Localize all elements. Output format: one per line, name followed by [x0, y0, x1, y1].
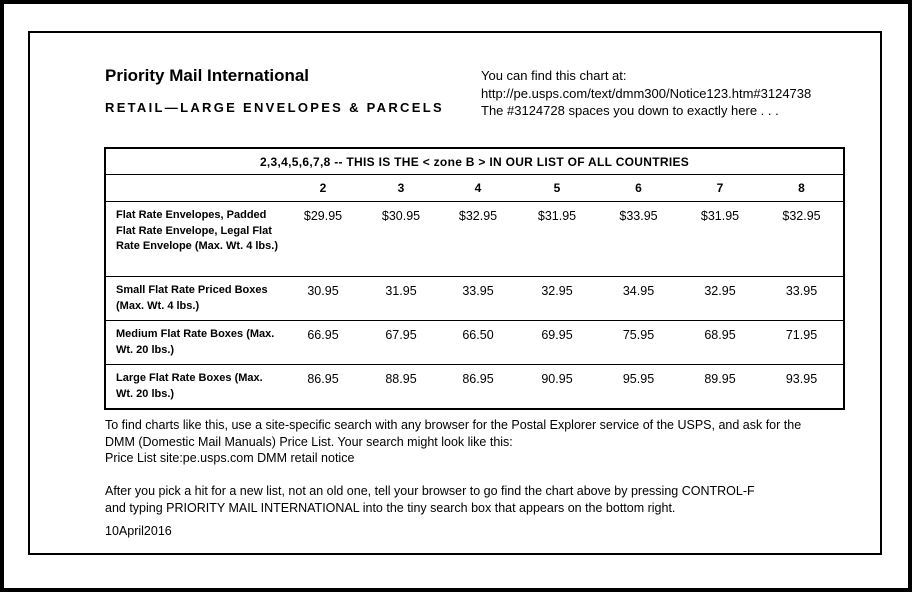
price-cell: 67.95: [363, 321, 439, 365]
zone-header: 7: [680, 175, 760, 202]
price-cell: $31.95: [517, 202, 597, 277]
header-blank-cell: [105, 175, 283, 202]
spacer: [105, 467, 801, 484]
search-example: Price List site:pe.usps.com DMM retail notice: [105, 451, 355, 465]
price-cell: $32.95: [760, 202, 844, 277]
instruction-line: DMM (Domestic Mail Manuals) Price List. Your search might look like this:: [105, 434, 513, 449]
price-cell: $29.95: [283, 202, 363, 277]
price-cell: $32.95: [439, 202, 517, 277]
price-cell: 31.95: [363, 277, 439, 321]
price-cell: 32.95: [680, 277, 760, 321]
row-label: Large Flat Rate Boxes (Max. Wt. 20 lbs.): [105, 365, 283, 410]
price-table: [104, 147, 845, 410]
price-cell: $31.95: [680, 202, 760, 277]
zone-header: 8: [760, 175, 844, 202]
price-cell: 90.95: [517, 365, 597, 410]
zone-header: 6: [597, 175, 680, 202]
table-row: [105, 365, 844, 410]
row-label: Flat Rate Envelopes, Padded Flat Rate Envelope, Legal Flat Rate Envelope (Max. Wt. 4 lbs.): [105, 202, 283, 277]
instruction-line: To find charts like this, use a site-specific search with any browser for the Postal Explorer service of the USPS, and ask for the: [105, 418, 802, 432]
price-cell: 32.95: [517, 277, 597, 321]
zone-header: 3: [363, 175, 439, 202]
price-cell: $30.95: [363, 202, 439, 277]
price-cell: $33.95: [597, 202, 680, 277]
price-cell: 86.95: [283, 365, 363, 410]
price-cell: 66.95: [283, 321, 363, 365]
find-note: [481, 67, 811, 120]
table-row: [105, 202, 844, 277]
zone-header: 4: [439, 175, 517, 202]
zone-header: 5: [517, 175, 597, 202]
table-row: [105, 277, 844, 321]
find-note-line-1: You can find this chart at:: [481, 68, 627, 83]
row-label: Medium Flat Rate Boxes (Max. Wt. 20 lbs.): [105, 321, 283, 365]
page-subtitle: RETAIL—LARGE ENVELOPES & PARCELS: [105, 100, 444, 115]
table-banner-row: [105, 148, 844, 175]
price-cell: 66.50: [439, 321, 517, 365]
price-cell: 68.95: [680, 321, 760, 365]
price-cell: 89.95: [680, 365, 760, 410]
price-cell: 88.95: [363, 365, 439, 410]
instruction-line: and typing PRIORITY MAIL INTERNATIONAL into the tiny search box that appears on the bottom right.: [105, 500, 676, 515]
price-cell: 93.95: [760, 365, 844, 410]
zone-header-row: [105, 175, 844, 202]
price-cell: 34.95: [597, 277, 680, 321]
price-cell: 75.95: [597, 321, 680, 365]
table-banner: 2,3,4,5,6,7,8 -- THIS IS THE < zone B > IN OUR LIST OF ALL COUNTRIES: [259, 154, 690, 169]
row-label: Small Flat Rate Priced Boxes (Max. Wt. 4 lbs.): [105, 277, 283, 321]
zone-header: 2: [283, 175, 363, 202]
price-cell: 71.95: [760, 321, 844, 365]
page-title: Priority Mail International: [105, 66, 310, 85]
find-note-url: http://pe.usps.com/text/dmm300/Notice123.htm#3124738: [481, 85, 812, 101]
table-row: [105, 321, 844, 365]
instruction-line: After you pick a hit for a new list, not an old one, tell your browser to go find the chart above by pressing CONTROL-F: [105, 484, 755, 498]
price-cell: 95.95: [597, 365, 680, 410]
date-stamp: 10April2016: [105, 524, 172, 538]
price-cell: 33.95: [439, 277, 517, 321]
price-cell: 86.95: [439, 365, 517, 410]
price-cell: 33.95: [760, 277, 844, 321]
instructions: [105, 417, 801, 516]
find-note-line-3: The #3124728 spaces you down to exactly here . . .: [481, 103, 779, 118]
price-cell: 30.95: [283, 277, 363, 321]
price-cell: 69.95: [517, 321, 597, 365]
